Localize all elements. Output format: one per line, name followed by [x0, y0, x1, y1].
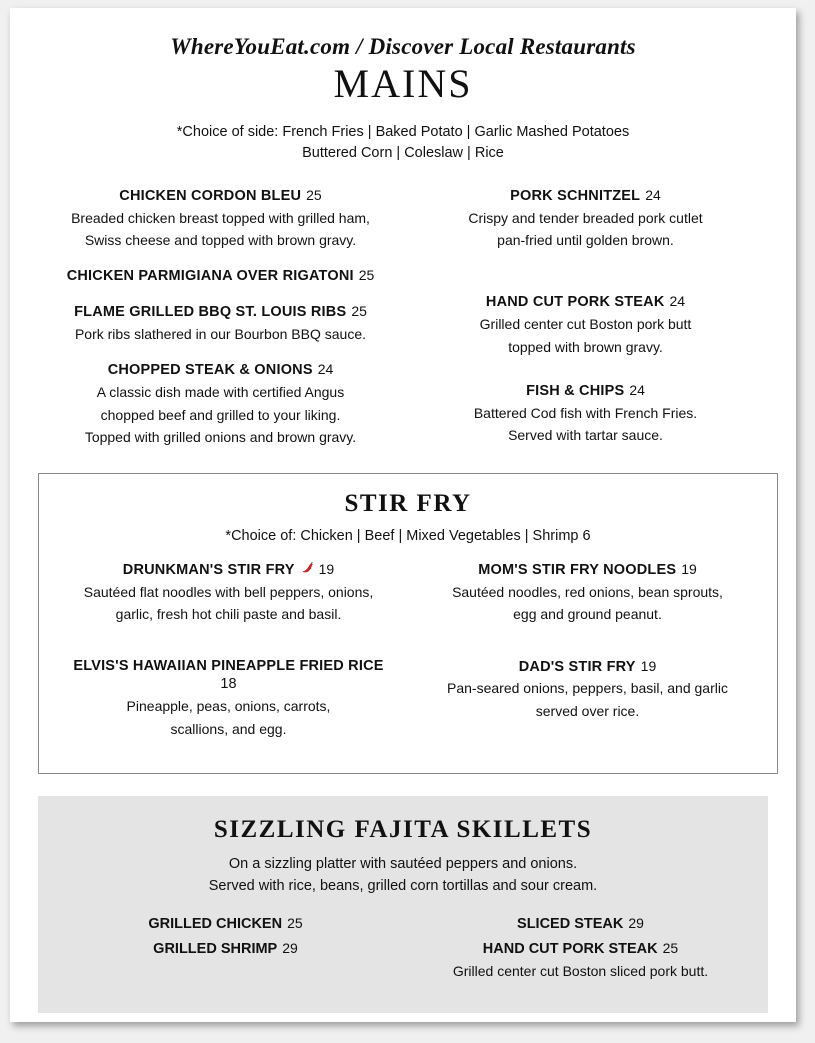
- menu-item: [403, 292, 768, 356]
- menu-item-desc-line: Pineapple, peas, onions, carrots,: [126, 698, 331, 715]
- menu-item-name: MOM'S STIR FRY NOODLES: [478, 562, 677, 579]
- menu-item-price: 18: [220, 676, 237, 693]
- mains-right-column: [403, 186, 768, 463]
- fajita-sub-line-1: On a sizzling platter with sautéed peppers and onions.: [228, 855, 578, 872]
- menu-item-desc-line: Crispy and tender breaded pork cutlet: [468, 209, 703, 226]
- menu-item: [411, 915, 750, 934]
- menu-item-head: [403, 381, 768, 401]
- fajita-subtitle: [48, 854, 758, 898]
- menu-item-head: [38, 360, 403, 380]
- mains-section: [10, 186, 796, 463]
- menu-item: [56, 915, 395, 934]
- menu-item-desc-line: Battered Cod fish with French Fries.: [473, 404, 698, 421]
- menu-item-head: [403, 292, 768, 312]
- menu-item-desc-line: Sautéed noodles, red onions, bean sprouts,: [452, 584, 723, 601]
- menu-item-name: DAD'S STIR FRY: [518, 658, 636, 675]
- menu-item-price: 19: [318, 561, 335, 578]
- menu-item: [57, 657, 400, 739]
- menu-item: [411, 940, 750, 981]
- chili-pepper-icon: [301, 561, 314, 580]
- site-title: WhereYouEat.com / Discover Local Restaurants: [170, 34, 636, 59]
- mains-left-column: [38, 186, 403, 463]
- page-title: MAINS: [333, 61, 473, 106]
- fajita-section: [38, 796, 768, 1013]
- menu-item-head: [38, 266, 403, 286]
- menu-item-name: DRUNKMAN'S STIR FRY: [122, 562, 295, 579]
- menu-item-price: 19: [681, 561, 697, 578]
- menu-item-name: HAND CUT PORK STEAK: [482, 941, 658, 958]
- menu-item-desc-line: Grilled center cut Boston sliced pork butt.: [452, 963, 709, 980]
- menu-item: [416, 560, 759, 624]
- menu-item-desc-line: scallions, and egg.: [170, 720, 287, 737]
- menu-item: [56, 940, 395, 959]
- menu-item-head: [403, 186, 768, 206]
- menu-item: [57, 560, 400, 624]
- menu-item-desc-line: Sautéed flat noodles with bell peppers, onions,: [83, 584, 374, 601]
- menu-item-price: 25: [306, 187, 322, 204]
- menu-item-name: CHICKEN PARMIGIANA OVER RIGATONI: [66, 268, 354, 285]
- stir-fry-section: [38, 473, 778, 774]
- menu-item-desc-line: served over rice.: [535, 702, 640, 719]
- menu-item-desc-line: Pork ribs slathered in our Bourbon BBQ sauce.: [74, 326, 367, 343]
- menu-item-head: [38, 186, 403, 206]
- menu-item-price: 25: [287, 915, 303, 932]
- menu-item-desc-line: pan-fried until golden brown.: [497, 232, 674, 249]
- menu-item: [38, 302, 403, 344]
- menu-item-price: 25: [662, 940, 679, 957]
- fajita-right-column: [403, 915, 758, 987]
- menu-item-desc-line: topped with brown gravy.: [508, 338, 663, 355]
- menu-item-head: [57, 560, 400, 580]
- side-choice: [10, 122, 796, 164]
- stir-fry-subtitle: *Choice of: Chicken | Beef | Mixed Vegetables | Shrimp 6: [225, 528, 591, 545]
- stir-fry-title: STIR FRY: [344, 490, 472, 518]
- stir-fry-right-column: [408, 560, 767, 755]
- menu-item: [403, 381, 768, 445]
- menu-item-head: [57, 657, 400, 676]
- menu-item-name: GRILLED SHRIMP: [153, 941, 278, 958]
- menu-item-desc-line: Swiss cheese and topped with brown gravy.: [84, 232, 357, 249]
- menu-item-price: 24: [645, 187, 661, 204]
- side-choice-line-2: Buttered Corn | Coleslaw | Rice: [302, 145, 504, 162]
- menu-item-desc-line: Breaded chicken breast topped with grilled ham,: [71, 209, 370, 226]
- menu-item-head: [416, 657, 759, 677]
- menu-item-desc-line: garlic, fresh hot chili paste and basil.: [115, 606, 342, 623]
- menu-item-name: SLICED STEAK: [517, 916, 624, 933]
- menu-item: [38, 266, 403, 286]
- menu-item-desc-line: A classic dish made with certified Angus: [96, 384, 345, 401]
- fajita-sub-line-2: Served with rice, beans, grilled corn tortillas and sour cream.: [208, 877, 598, 894]
- menu-item: [38, 186, 403, 250]
- fajita-title: SIZZLING FAJITA SKILLETS: [213, 815, 593, 843]
- menu-item-price: 25: [351, 303, 367, 320]
- menu-page: [10, 8, 796, 1022]
- menu-item-price: 24: [669, 293, 686, 310]
- menu-item-name: FLAME GRILLED BBQ ST. LOUIS RIBS: [74, 304, 347, 321]
- menu-item-price: 19: [640, 657, 657, 674]
- menu-item-desc-line: Topped with grilled onions and brown gravy.: [84, 428, 357, 445]
- menu-item-name: PORK SCHNITZEL: [510, 188, 641, 205]
- menu-item: [403, 186, 768, 250]
- stir-fry-left-column: [49, 560, 408, 755]
- menu-item-desc-line: egg and ground peanut.: [513, 606, 662, 623]
- menu-item-head: [38, 302, 403, 322]
- menu-item-name: ELVIS'S HAWAIIAN PINEAPPLE FRIED RICE: [73, 657, 384, 674]
- menu-item-desc-line: Pan-seared onions, peppers, basil, and garlic: [447, 680, 728, 697]
- menu-item-price: 29: [282, 940, 298, 957]
- menu-item-desc-line: Grilled center cut Boston pork butt: [479, 316, 692, 333]
- menu-item-price: 29: [628, 915, 644, 932]
- menu-item-desc-line: chopped beef and grilled to your liking.: [100, 406, 341, 423]
- menu-item-desc-line: Served with tartar sauce.: [508, 427, 663, 444]
- menu-item-name: CHOPPED STEAK & ONIONS: [107, 362, 313, 379]
- menu-item-name: FISH & CHIPS: [526, 382, 625, 399]
- menu-item-name: HAND CUT PORK STEAK: [485, 294, 665, 311]
- menu-item-name: GRILLED CHICKEN: [148, 916, 283, 933]
- side-choice-line-1: *Choice of side: French Fries | Baked Potato | Garlic Mashed Potatoes: [176, 124, 630, 140]
- menu-item-price: 25: [358, 267, 375, 284]
- menu-item-head: [416, 560, 759, 580]
- menu-item-name: CHICKEN CORDON BLEU: [119, 188, 302, 205]
- menu-item-price: 24: [317, 361, 334, 378]
- fajita-left-column: [48, 915, 403, 987]
- menu-item-price: 24: [629, 381, 645, 398]
- menu-item: [38, 360, 403, 447]
- menu-item: [416, 657, 759, 721]
